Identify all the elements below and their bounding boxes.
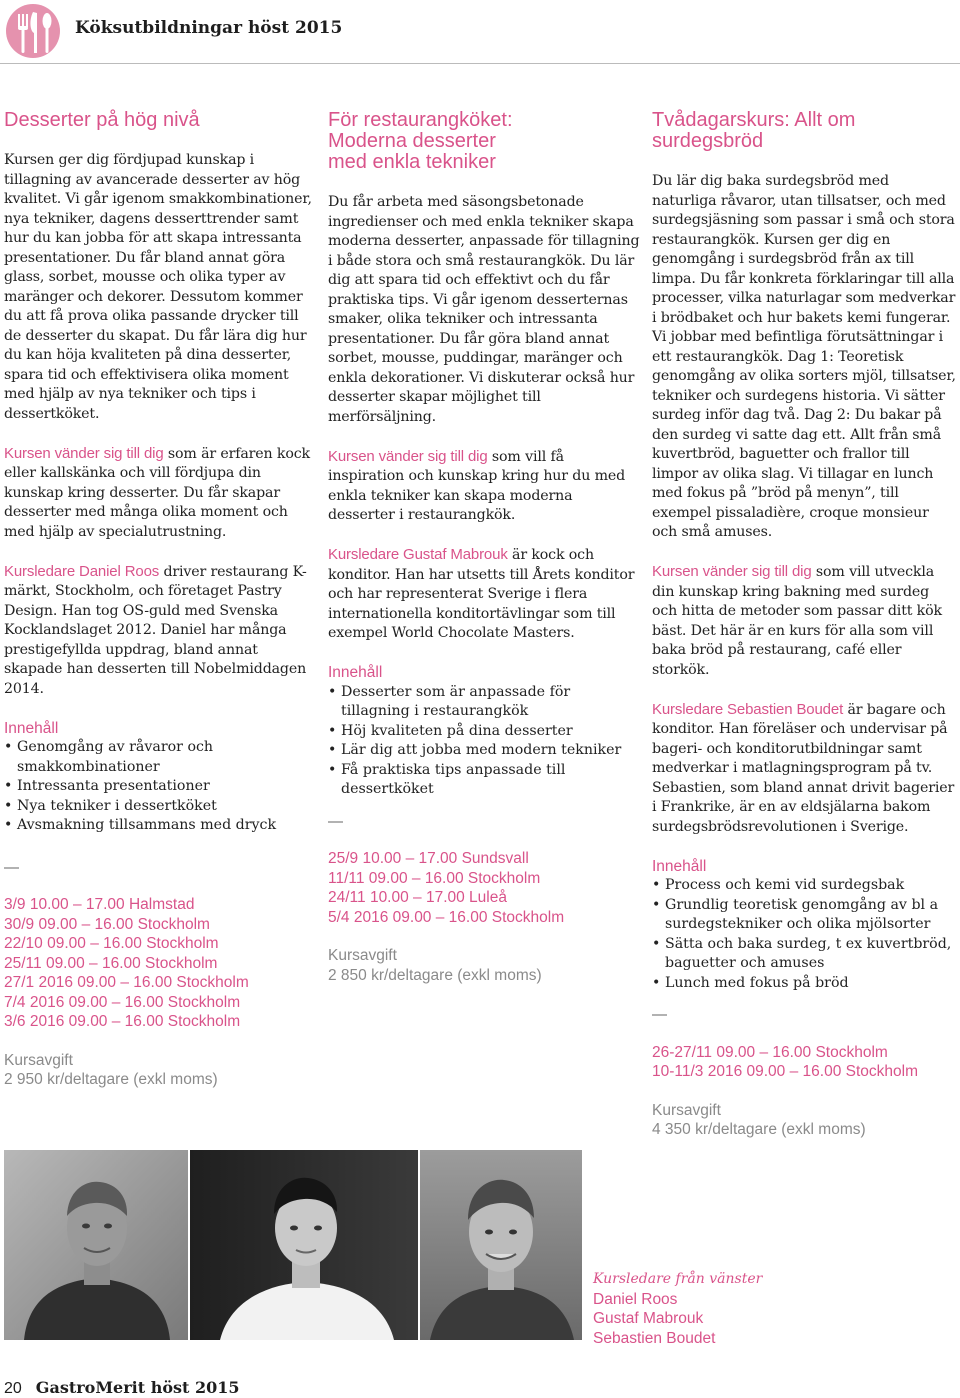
course-date: 22/10 09.00 – 16.00 Stockholm: [4, 935, 219, 952]
portrait-gustaf-mabrouk: [190, 1150, 418, 1340]
fee-value: 4 350 kr/deltagare (exkl moms): [652, 1121, 866, 1138]
caption-name: Sebastien Boudet: [593, 1329, 716, 1347]
leader-lead: Kursledare Gustaf Mabrouk: [328, 546, 508, 563]
content-list: [4, 738, 316, 836]
page-footer: [4, 1378, 240, 1398]
audience-text: som är erfaren kock eller kallskänka och vill fördjupa din kunskap kring desserter. Du får skapar desserter med många olika moment och med hjälp av specialutrustning.: [4, 445, 310, 540]
audience-lead: Kursen vänder sig till dig: [328, 447, 488, 465]
caption-heading: Kursledare från vänster: [593, 1271, 763, 1287]
list-item: • Grundlig teoretisk genomgång av bl a surdegstekniker och olika mjölsorter: [652, 896, 956, 935]
list-item: • Höj kvaliteten på dina desserter: [328, 722, 640, 742]
portrait-daniel-roos: [4, 1150, 188, 1340]
leader-lead: Kursledare Daniel Roos: [4, 562, 160, 580]
course-date: 3/9 10.00 – 17.00 Halmstad: [4, 896, 195, 913]
list-item: • Sätta och baka surdeg, t ex kuvertbröd, baguetter och amuses: [652, 935, 956, 974]
list-item: • Process och kemi vid surdegsbak: [652, 876, 956, 896]
course-intro: Du lär dig baka surdegsbröd med naturliga råvaror, utan tillsatser, och med surdegsjäsning som passar i små och stora restaurangkök. Kursen ger dig en genomgång i surdegsbröd från ax till limpa. Du får konkreta förklaringar till alla processer, vilka naturlagar som medverkar i brödbaket och hur bakets kemi fungerar. Vi jobbar med befintliga förutsättningar i ett restaurangkök. Dag 1: Teoretisk genomgång av olika sorters mjöl, tillsatser, tekniker och surdegens historia. Vi sätter surdeg inför dag två. Dag 2: Du bakar på den surdeg vi satte dag ett. Allt från små kuvertbröd, baguetter och frallor till limpor av olika slag. Vi tillagar en lunch med fokus på ”bröd på menyn”, till exempel pissaladière, croque monsieur och små amuses.: [652, 173, 956, 540]
audience-lead: Kursen vänder sig till dig: [652, 563, 812, 580]
list-item: • Genomgång av råvaror och smakkombinationer: [4, 738, 316, 777]
section-dash: —: [652, 1006, 667, 1023]
course-intro: Kursen ger dig fördjupad kunskap i tillagning av avancerade desserter av hög kvalitet. Vi går igenom smakkombinationer, nya tekniker, dagens desserttrender samt hur du kan jobba för att skapa intressanta presentationer. Du får bland annat göra glass, sorbet, mousse och olika typer av maränger och dekorer. Dessutom kommer du att få prova olika passande drycker till de desserter du skapat. Du får lära dig hur du kan höja kvaliteten på dina desserter, spara tid och effektivisera olika moment med hjälp av nya tekniker och tips i dessertköket.: [4, 152, 312, 422]
course-audience: [4, 444, 316, 543]
course-title: För restaurangköket: Moderna desserter med enkla tekniker: [328, 109, 513, 173]
section-dash: —: [328, 812, 343, 830]
list-item: • Lunch med fokus på bröd: [652, 974, 956, 994]
course-date: 10-11/3 2016 09.00 – 16.00 Stockholm: [652, 1063, 918, 1080]
course-column-desserter: [4, 110, 316, 1090]
list-item: • Desserter som är anpassade för tillagning i restaurangkök: [328, 683, 640, 722]
course-audience: [328, 447, 640, 526]
course-leader: [4, 562, 316, 700]
course-date: 24/11 10.00 – 17.00 Luleå: [328, 889, 507, 906]
leader-lead: Kursledare Sebastien Boudet: [652, 700, 844, 718]
cutlery-logo-icon: [6, 4, 60, 58]
course-date: 26-27/11 09.00 – 16.00 Stockholm: [652, 1043, 888, 1061]
audience-text: som vill utveckla din kunskap kring bakning med surdeg och hitta de metoder som passar ditt kök bäst. Det här är en kurs för alla som vill baka bröd på restaurang, café eller storkök.: [652, 564, 942, 678]
course-date: 25/9 10.00 – 17.00 Sundsvall: [328, 850, 529, 867]
section-dash: —: [4, 858, 19, 876]
dates-list: [4, 895, 316, 1032]
course-column-surdegsbrod: [652, 110, 956, 1140]
course-date: 7/4 2016 09.00 – 16.00 Stockholm: [4, 993, 241, 1011]
fee-label: Kursavgift: [4, 1051, 73, 1069]
course-leader: [652, 700, 956, 838]
audience-lead: Kursen vänder sig till dig: [4, 444, 164, 462]
fee-value: 2 950 kr/deltagare (exkl moms): [4, 1071, 218, 1088]
fee-value: 2 850 kr/deltagare (exkl moms): [328, 966, 542, 984]
list-item: • Intressanta presentationer: [4, 777, 316, 797]
content-label: Innehåll: [328, 664, 383, 681]
page-number: 20: [4, 1380, 22, 1397]
header-divider: [0, 63, 960, 64]
course-audience: [652, 562, 956, 680]
course-date: 30/9 09.00 – 16.00 Stockholm: [4, 915, 210, 933]
course-date: 11/11 09.00 – 16.00 Stockholm: [328, 869, 541, 887]
course-title: Tvådagarskurs: Allt om surdegsbröd: [652, 109, 856, 152]
content-list: [652, 876, 956, 993]
course-date: 25/11 09.00 – 16.00 Stockholm: [4, 954, 218, 972]
photo-caption: [593, 1270, 762, 1348]
caption-name: Daniel Roos: [593, 1290, 678, 1308]
course-date: 27/1 2016 09.00 – 16.00 Stockholm: [4, 974, 249, 991]
fee-label: Kursavgift: [328, 947, 397, 964]
course-title: Desserter på hög nivå: [4, 109, 200, 131]
leader-text: driver restaurang K-märkt, Stockholm, och företaget Pastry Design. Han tog OS-guld med Svenska Kocklandslaget 2012. Daniel har många prestigefyllda uppdrag, bland annat skapade han desserten till Nobelmiddagen 2014.: [4, 563, 307, 697]
content-list: [328, 683, 640, 800]
leader-text: är kock och konditor. Han har utsetts till Årets konditor och har representerat Sverige i flera internationella konditortävlingar som till exempel World Chocolate Masters.: [328, 547, 635, 641]
content-label: Innehåll: [652, 857, 707, 875]
list-item: • Nya tekniker i dessertköket: [4, 797, 316, 817]
audience-text: som vill få inspiration och kunskap kring hur du med enkla tekniker kan skapa moderna desserter i restaurangkök.: [328, 448, 626, 523]
leader-text: är bagare och konditor. Han föreläser och undervisar på bageri- och konditorutbildningar samt medverkar i matlagningsprogram på tv. Sebastien, som bland annat drivit bagerier i Frankrike, är en av eldsjälarna bakom surdegsbrödsrevolutionen i Sverige.: [652, 701, 955, 835]
course-column-restaurangkoket: [328, 110, 640, 985]
course-intro: Du får arbeta med säsongsbetonade ingredienser och med enkla tekniker skapa moderna desserter, anpassade för tillagning i både stora och små restaurangkök. Du lär dig att spara tid och effektivt och du får praktiska tips. Vi går igenom desserternas smaker, olika tekniker och intressanta presentationer. Du får göra bland annat sorbet, mousse, puddingar, maränger och enkla dekorationer. Vi diskuterar också hur desserter skapar möjlighet till merförsäljning.: [328, 194, 640, 425]
fee-label: Kursavgift: [652, 1101, 721, 1119]
header-title: Köksutbildningar höst 2015: [75, 18, 343, 38]
list-item: • Avsmakning tillsammans med dryck: [4, 816, 316, 836]
publication-name: GastroMerit höst 2015: [35, 1378, 240, 1397]
list-item: • Få praktiska tips anpassade till dessertköket: [328, 761, 640, 800]
portrait-sebastien-boudet: [420, 1150, 582, 1340]
dates-list: [652, 1043, 956, 1082]
caption-name: Gustaf Mabrouk: [593, 1310, 704, 1327]
course-date: 3/6 2016 09.00 – 16.00 Stockholm: [4, 1013, 241, 1030]
content-label: Innehåll: [4, 719, 59, 737]
course-leader: [328, 545, 640, 644]
dates-list: [328, 849, 640, 927]
course-date: 5/4 2016 09.00 – 16.00 Stockholm: [328, 908, 565, 926]
list-item: • Lär dig att jobba med modern tekniker: [328, 741, 640, 761]
